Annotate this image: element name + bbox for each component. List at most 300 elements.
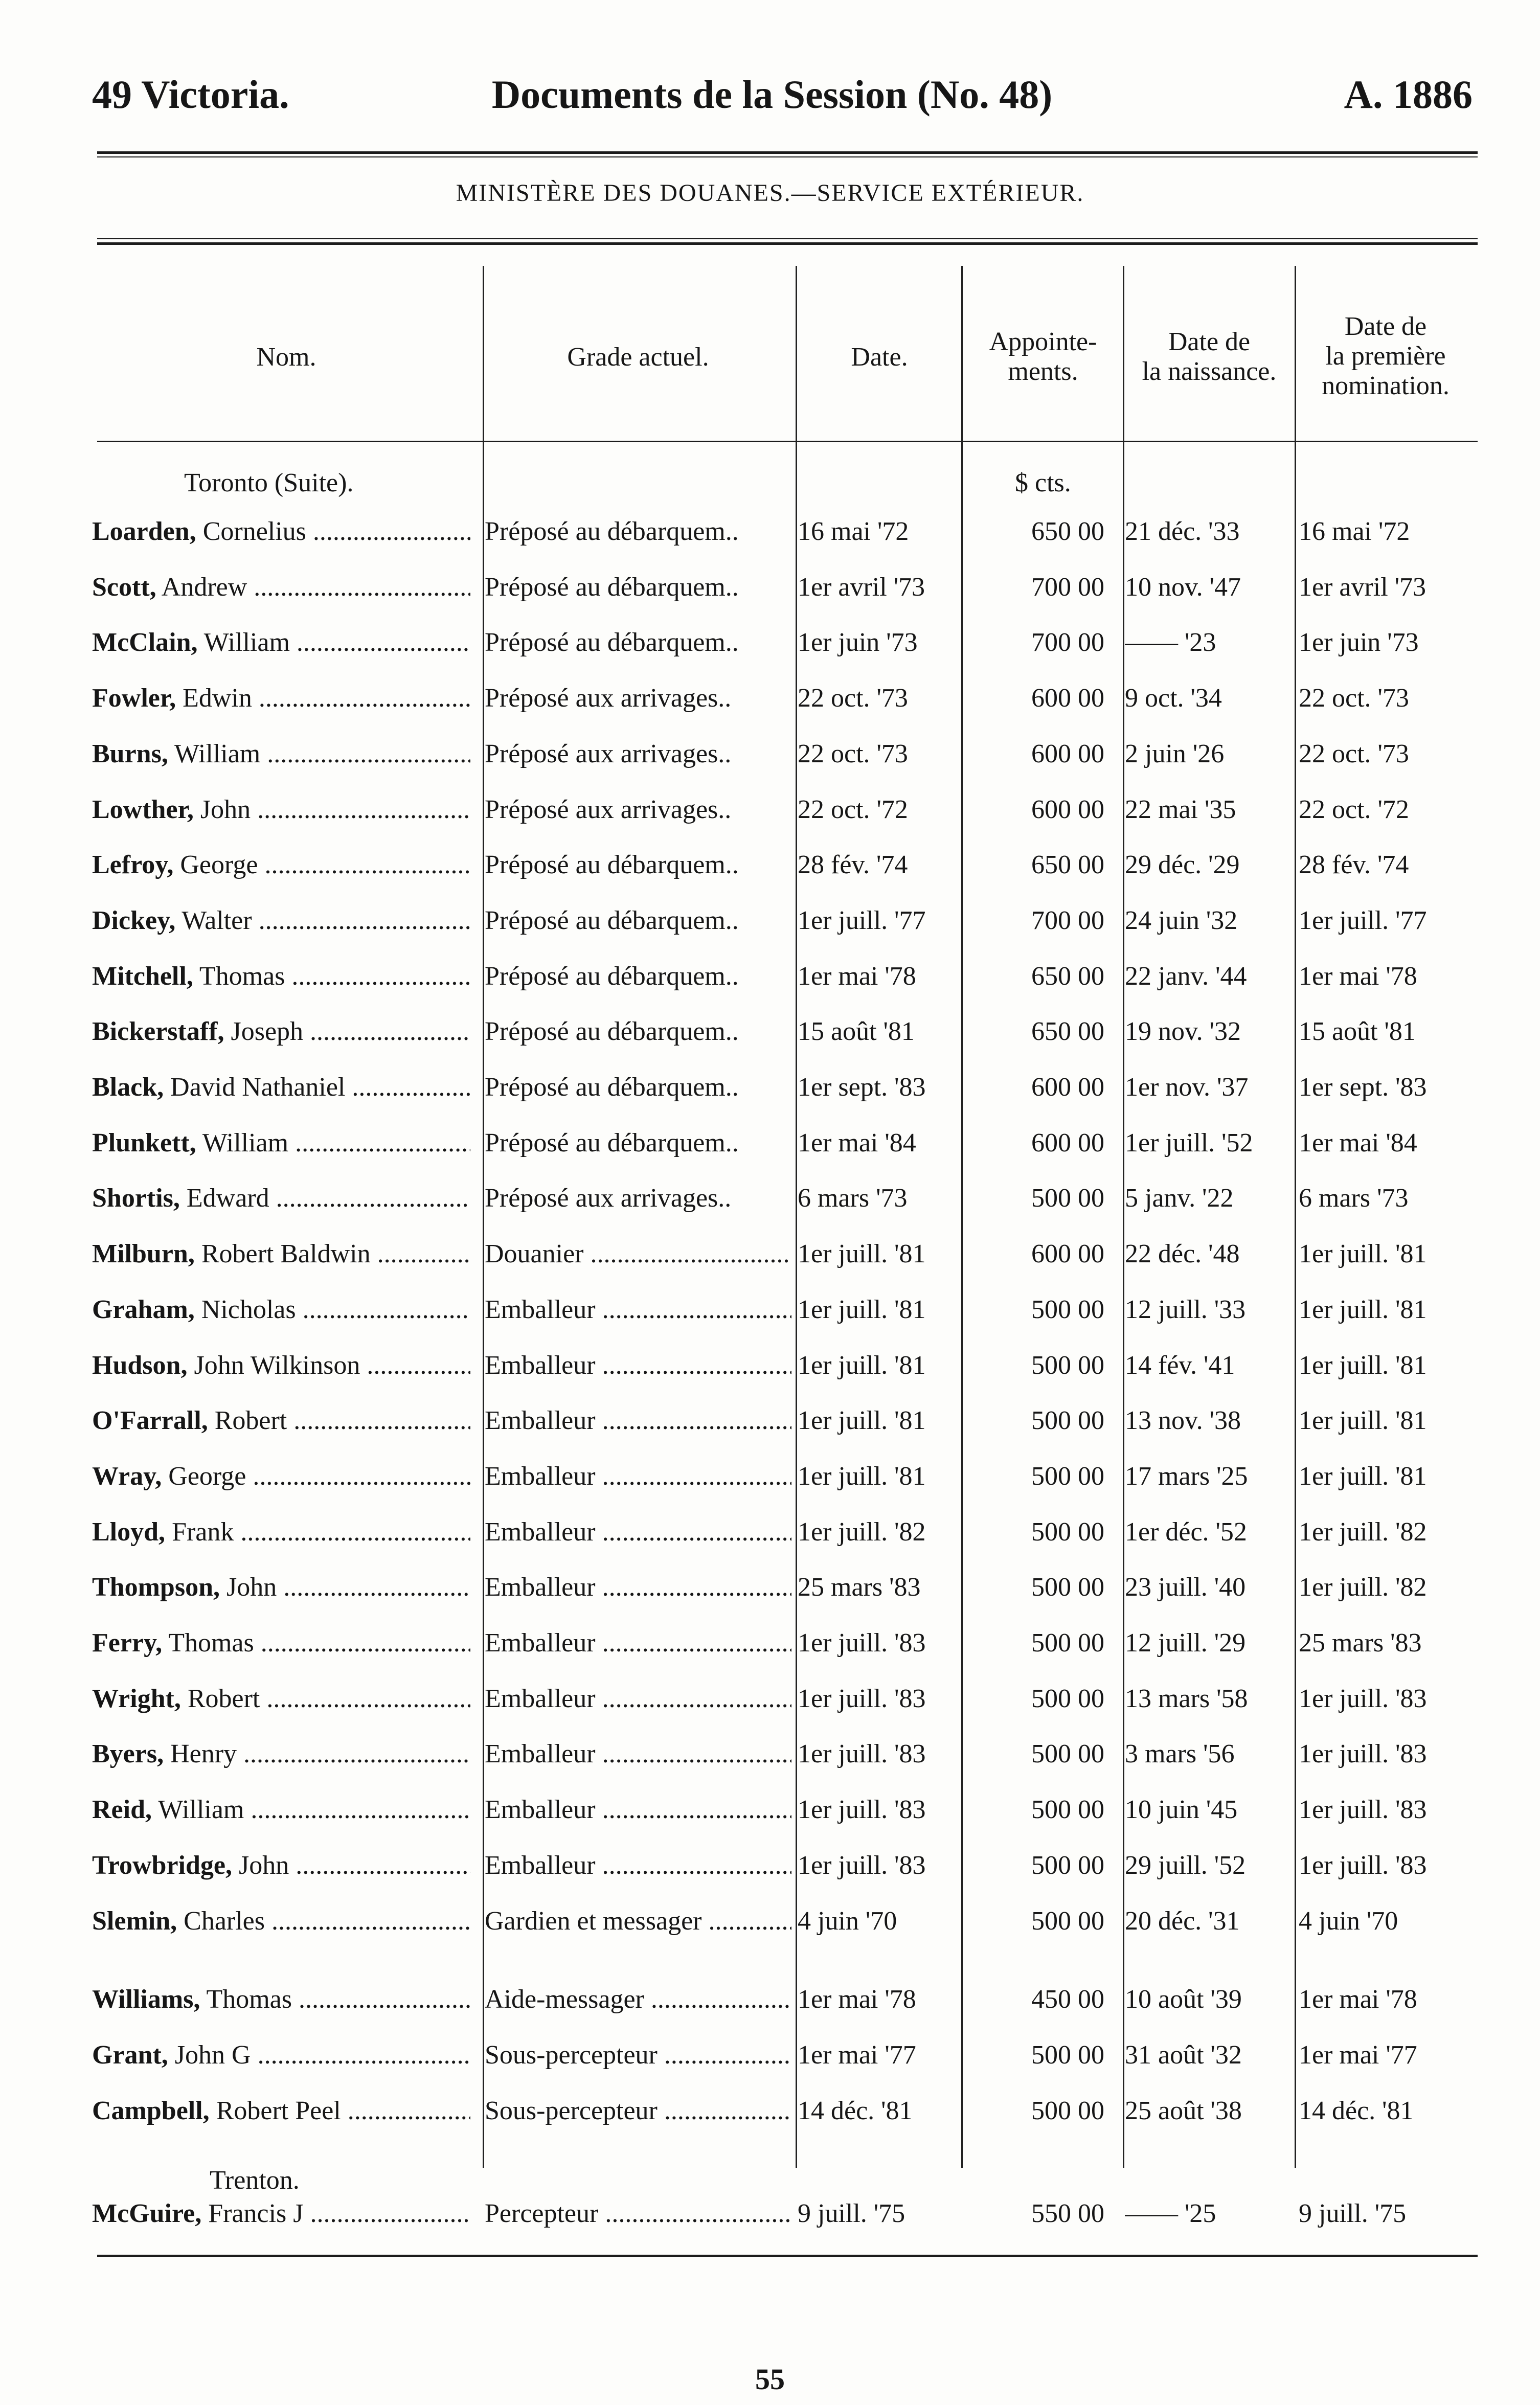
cell-name — [92, 795, 470, 825]
cell-grade: Préposé au débarquem.. — [485, 1073, 739, 1102]
table-row — [0, 1628, 1540, 1679]
cell-surname: Hudson, — [92, 1351, 188, 1380]
cell-surname: O'Farrall, — [92, 1406, 208, 1435]
cell-name — [92, 1739, 470, 1769]
cell-first-nomination: 22 oct. '72 — [1299, 795, 1409, 824]
cell-first-nomination: 1er juill. '81 — [1299, 1295, 1427, 1324]
cell-salary: 500 00 — [1031, 1851, 1104, 1880]
cell-given-name: Francis J — [208, 2199, 304, 2228]
cell-date: 1er juill. '83 — [798, 1795, 926, 1824]
cell-birth-date: 10 juin '45 — [1125, 1795, 1238, 1824]
column-header-bottom-rule — [97, 441, 1478, 442]
cell-grade: Préposé au débarquem.. — [485, 1128, 739, 1158]
col-header-first-nomination — [1294, 312, 1478, 401]
cell-first-nomination: 1er juill. '83 — [1299, 1795, 1427, 1824]
cell-surname: Lefroy, — [92, 850, 174, 879]
cell-grade: Gardien et messager ..... — [485, 1906, 791, 1936]
col-header-first-line2: la première — [1325, 342, 1446, 371]
col-header-grade-text: Grade actuel. — [567, 343, 709, 372]
cell-date: 1er juill. '83 — [798, 1628, 926, 1658]
cell-given-name: Robert Peel — [216, 2096, 341, 2125]
cell-surname: Fowler, — [92, 684, 176, 713]
table-row — [0, 1572, 1540, 1623]
col-header-birth-line2: la naissance. — [1142, 357, 1277, 386]
cell-salary: 600 00 — [1031, 1128, 1104, 1158]
cell-date: 1er juill. '83 — [798, 1739, 926, 1768]
cell-date: 1er juill. '83 — [798, 1851, 926, 1880]
cell-first-nomination: 4 juin '70 — [1299, 1907, 1398, 1936]
cell-grade: Percepteur ..... — [485, 2198, 791, 2229]
cell-given-name: Thomas — [168, 1628, 254, 1658]
cell-birth-date: 12 juill. '29 — [1125, 1628, 1246, 1658]
cell-salary: 500 00 — [1031, 1517, 1104, 1547]
running-head-center: Documents de la Session (No. 48) — [491, 72, 1053, 117]
cell-surname: Ferry, — [92, 1628, 163, 1658]
running-head — [72, 72, 1473, 123]
col-header-name — [92, 343, 481, 372]
bottom-rule — [97, 2255, 1478, 2257]
col-header-birth-line1: Date de — [1168, 327, 1251, 356]
cell-surname: McGuire, — [92, 2199, 202, 2228]
cell-salary: 600 00 — [1031, 1073, 1104, 1102]
cell-salary: 500 00 — [1031, 1684, 1104, 1713]
table-row — [0, 850, 1540, 901]
cell-name — [92, 905, 470, 936]
table-row — [0, 1461, 1540, 1512]
cell-date: 1er juill. '81 — [798, 1295, 926, 1324]
cell-first-nomination: 1er avril '73 — [1299, 573, 1426, 602]
cell-first-nomination: 25 mars '83 — [1299, 1628, 1422, 1658]
ministry-title: MINISTÈRE DES DOUANES.—SERVICE EXTÉRIEUR. — [456, 179, 1084, 207]
cell-given-name: Walter — [182, 906, 252, 935]
cell-date: 1er juill. '77 — [798, 906, 926, 935]
cell-date: 1er mai '78 — [798, 1985, 916, 2014]
cell-surname: Mitchell, — [92, 962, 193, 991]
cell-salary: 500 00 — [1031, 2040, 1104, 2070]
table-row-trenton — [0, 2198, 1540, 2250]
cell-given-name: Nicholas — [201, 1295, 296, 1324]
cell-birth-date: 1er nov. '37 — [1125, 1073, 1249, 1102]
table-row — [0, 1072, 1540, 1123]
cell-first-nomination: 14 déc. '81 — [1299, 2096, 1414, 2125]
cell-grade: Douanier ..... — [485, 1239, 791, 1269]
cell-first-nomination: 22 oct. '73 — [1299, 684, 1409, 713]
top-double-rule-1 — [97, 151, 1478, 154]
table-row — [0, 1517, 1540, 1568]
cell-birth-date: —— '23 — [1125, 628, 1216, 657]
cell-birth-date: 21 déc. '33 — [1125, 517, 1240, 546]
cell-grade: Préposé au débarquem.. — [485, 573, 739, 602]
top-double-rule-2 — [97, 156, 1478, 157]
cell-name — [92, 1350, 470, 1380]
cell-surname: Wray, — [92, 1462, 162, 1491]
cell-given-name: Edwin — [183, 684, 252, 713]
cell-salary: 650 00 — [1031, 1017, 1104, 1046]
cell-salary: 700 00 — [1031, 628, 1104, 657]
cell-birth-date: 19 nov. '32 — [1125, 1017, 1241, 1046]
cell-name — [92, 1906, 470, 1936]
cell-surname: Thompson, — [92, 1573, 220, 1602]
table-row — [0, 1684, 1540, 1735]
cell-given-name: John — [227, 1573, 277, 1602]
cell-surname: Grant, — [92, 2040, 168, 2070]
cell-first-nomination: 1er juill. '82 — [1299, 1517, 1427, 1547]
cell-given-name: Cornelius — [202, 517, 306, 546]
cell-grade: Préposé aux arrivages.. — [485, 795, 732, 824]
cell-first-nomination: 1er mai '84 — [1299, 1128, 1417, 1158]
cell-name — [92, 1016, 470, 1047]
col-header-first-line3: nomination. — [1322, 371, 1450, 400]
cell-first-nomination: 1er juill. '81 — [1299, 1351, 1427, 1380]
cell-date: 1er juill. '83 — [798, 1684, 926, 1713]
cell-salary: 500 00 — [1031, 1184, 1104, 1213]
cell-name — [92, 627, 470, 657]
cell-salary: 650 00 — [1031, 962, 1104, 991]
cell-grade: Sous-percepteur ..... — [485, 2040, 791, 2070]
cell-grade: Emballeur ..... — [485, 1461, 791, 1491]
cell-first-nomination: 1er mai '77 — [1299, 2040, 1417, 2070]
cell-salary: 500 00 — [1031, 1907, 1104, 1936]
cell-name — [92, 1405, 470, 1436]
table-row — [0, 1405, 1540, 1457]
cell-salary: 600 00 — [1031, 1239, 1104, 1268]
cell-grade: Emballeur ..... — [485, 1850, 791, 1880]
cell-surname: Lloyd, — [92, 1517, 166, 1547]
cell-salary: 500 00 — [1031, 1739, 1104, 1768]
cell-name — [92, 1684, 470, 1714]
cell-first-nomination: 1er mai '78 — [1299, 1985, 1417, 2014]
cell-given-name: William — [174, 739, 261, 768]
cell-date: 1er mai '78 — [798, 962, 916, 991]
table-row — [0, 905, 1540, 957]
cell-grade: Préposé au débarquem.. — [485, 906, 739, 935]
cell-birth-date: —— '25 — [1125, 2199, 1216, 2228]
cell-surname: Lowther, — [92, 795, 194, 824]
cell-birth-date: 24 juin '32 — [1125, 906, 1238, 935]
table-row — [0, 1016, 1540, 1068]
cell-name — [92, 1183, 470, 1213]
col-header-birth — [1125, 327, 1294, 387]
cell-grade: Préposé au débarquem.. — [485, 962, 739, 991]
cell-grade: Préposé aux arrivages.. — [485, 684, 732, 713]
cell-surname: Trowbridge, — [92, 1851, 232, 1880]
cell-first-nomination: 1er juill. '83 — [1299, 1739, 1427, 1768]
cell-salary: 650 00 — [1031, 850, 1104, 879]
table-row — [0, 1183, 1540, 1234]
cell-first-nomination: 1er juill. '77 — [1299, 906, 1427, 935]
cell-birth-date: 2 juin '26 — [1125, 739, 1225, 768]
section-heading-toronto: Toronto (Suite). — [184, 468, 354, 497]
cell-surname: Dickey, — [92, 906, 176, 935]
running-head-left: 49 Victoria. — [92, 72, 289, 117]
cell-date: 1er mai '84 — [798, 1128, 916, 1158]
cell-surname: Reid, — [92, 1795, 152, 1824]
cell-date: 4 juin '70 — [798, 1907, 897, 1936]
cell-given-name: Thomas — [206, 1985, 292, 2014]
cell-name — [92, 1072, 470, 1102]
cell-name — [92, 572, 470, 602]
cell-date: 6 mars '73 — [798, 1184, 908, 1213]
cell-first-nomination: 1er juill. '81 — [1299, 1462, 1427, 1491]
cell-given-name: Henry — [170, 1739, 237, 1768]
cell-salary: 500 00 — [1031, 1628, 1104, 1658]
cell-first-nomination: 1er juill. '83 — [1299, 1684, 1427, 1713]
cell-name — [92, 1984, 470, 2014]
cell-name — [92, 1461, 470, 1491]
cell-first-nomination: 1er juill. '81 — [1299, 1239, 1427, 1268]
cell-birth-date: 29 juill. '52 — [1125, 1851, 1246, 1880]
cell-birth-date: 1er déc. '52 — [1125, 1517, 1247, 1547]
cell-birth-date: 17 mars '25 — [1125, 1462, 1248, 1491]
cell-salary: 700 00 — [1031, 906, 1104, 935]
cell-name — [92, 1795, 470, 1825]
cell-date: 22 oct. '73 — [798, 684, 908, 713]
col-header-salary-line1: Appointe- — [989, 327, 1097, 356]
col-header-salary-line2: ments. — [1008, 357, 1078, 386]
cell-birth-date: 25 août '38 — [1125, 2096, 1242, 2125]
cell-salary: 500 00 — [1031, 1351, 1104, 1380]
cell-given-name: William — [158, 1795, 244, 1824]
cell-surname: Scott, — [92, 573, 156, 602]
cell-first-nomination: 15 août '81 — [1299, 1017, 1416, 1046]
table-row — [0, 739, 1540, 790]
cell-given-name: Charles — [184, 1907, 265, 1936]
cell-birth-date: 13 nov. '38 — [1125, 1406, 1241, 1435]
cell-first-nomination: 9 juill. '75 — [1299, 2199, 1407, 2228]
cell-name — [92, 961, 470, 991]
cell-grade: Préposé au débarquem.. — [485, 850, 739, 879]
cell-date: 1er avril '73 — [798, 573, 925, 602]
cell-grade: Emballeur ..... — [485, 1572, 791, 1602]
table-row — [0, 1850, 1540, 1901]
cell-name — [92, 850, 470, 880]
cell-given-name: George — [180, 850, 258, 879]
cell-name — [92, 516, 470, 547]
cell-grade: Emballeur ..... — [485, 1739, 791, 1769]
cell-date: 1er juill. '81 — [798, 1351, 926, 1380]
col-header-first-line1: Date de — [1344, 312, 1427, 341]
cell-name — [92, 1517, 470, 1547]
cell-date: 14 déc. '81 — [798, 2096, 913, 2125]
cell-grade: Emballeur ..... — [485, 1350, 791, 1380]
cell-grade: Préposé au débarquem.. — [485, 517, 739, 546]
cell-given-name: David Nathaniel — [170, 1073, 346, 1102]
cell-given-name: John — [238, 1851, 289, 1880]
page-number: 55 — [755, 2363, 785, 2396]
cell-given-name: John G — [174, 2040, 251, 2070]
cell-first-nomination: 1er sept. '83 — [1299, 1073, 1427, 1102]
cell-surname: Wright, — [92, 1684, 181, 1713]
cell-salary: 550 00 — [1031, 2199, 1104, 2228]
cell-birth-date: 23 juill. '40 — [1125, 1573, 1246, 1602]
cell-grade: Préposé au débarquem.. — [485, 1017, 739, 1046]
cell-birth-date: 22 déc. '48 — [1125, 1239, 1240, 1268]
cell-date: 1er juill. '81 — [798, 1462, 926, 1491]
cell-name — [92, 2040, 470, 2070]
cell-grade: Sous-percepteur ..... — [485, 2096, 791, 2126]
table-row — [0, 1795, 1540, 1846]
section-heading-trenton: Trenton. — [210, 2166, 300, 2195]
cell-birth-date: 10 août '39 — [1125, 1985, 1242, 2014]
cell-surname: Milburn, — [92, 1239, 195, 1268]
cell-first-nomination: 6 mars '73 — [1299, 1184, 1409, 1213]
cell-name — [92, 683, 470, 713]
cell-surname: Loarden, — [92, 517, 196, 546]
cell-surname: Byers, — [92, 1739, 164, 1768]
cell-surname: Shortis, — [92, 1184, 180, 1213]
cell-date: 16 mai '72 — [798, 517, 909, 546]
cell-given-name: Robert — [187, 1684, 260, 1713]
cell-surname: Graham, — [92, 1295, 195, 1324]
cell-surname: Black, — [92, 1073, 164, 1102]
cell-birth-date: 9 oct. '34 — [1125, 684, 1222, 713]
cell-given-name: John — [200, 795, 251, 824]
col-header-grade — [485, 343, 791, 372]
cell-given-name: Thomas — [199, 962, 285, 991]
cell-birth-date: 3 mars '56 — [1125, 1739, 1235, 1768]
table-row — [0, 683, 1540, 734]
cell-given-name: Edward — [186, 1184, 269, 1213]
table-row — [0, 1739, 1540, 1790]
cell-grade: Emballeur ..... — [485, 1795, 791, 1825]
cell-salary: 500 00 — [1031, 1406, 1104, 1435]
cell-date: 28 fév. '74 — [798, 850, 908, 879]
cell-birth-date: 1er juill. '52 — [1125, 1128, 1253, 1158]
cell-surname: Campbell, — [92, 2096, 210, 2125]
cell-surname: McClain, — [92, 628, 198, 657]
cell-surname: Williams, — [92, 1985, 200, 2014]
cell-surname: Slemin, — [92, 1907, 177, 1936]
cell-birth-date: 5 janv. '22 — [1125, 1184, 1234, 1213]
cell-salary: 600 00 — [1031, 795, 1104, 824]
col-header-date — [798, 343, 961, 372]
cell-date: 1er sept. '83 — [798, 1073, 926, 1102]
table-row — [0, 516, 1540, 568]
table-row — [0, 1128, 1540, 1179]
cell-date: 15 août '81 — [798, 1017, 915, 1046]
cell-name — [92, 1295, 470, 1325]
cell-grade: Emballeur ..... — [485, 1405, 791, 1436]
cell-birth-date: 22 janv. '44 — [1125, 962, 1247, 991]
cell-salary: 500 00 — [1031, 2096, 1104, 2125]
cell-given-name: George — [168, 1462, 246, 1491]
col-header-date-text: Date. — [851, 343, 908, 372]
col-header-salary — [966, 327, 1120, 387]
cell-name — [92, 739, 470, 769]
cell-salary: 500 00 — [1031, 1795, 1104, 1824]
col-header-name-text: Nom. — [256, 343, 316, 372]
cell-salary: 600 00 — [1031, 684, 1104, 713]
cell-given-name: Robert — [214, 1406, 287, 1435]
cell-name — [92, 1572, 470, 1602]
table-row — [0, 2040, 1540, 2091]
cell-grade: Emballeur ..... — [485, 1295, 791, 1325]
cell-birth-date: 10 nov. '47 — [1125, 573, 1241, 602]
cell-date: 1er juill. '82 — [798, 1517, 926, 1547]
cell-surname: Plunkett, — [92, 1128, 196, 1158]
cell-given-name: William — [202, 1128, 289, 1158]
cell-surname: Burns, — [92, 739, 168, 768]
cell-name — [92, 1239, 470, 1269]
cell-first-nomination: 1er mai '78 — [1299, 962, 1417, 991]
cell-birth-date: 13 mars '58 — [1125, 1684, 1248, 1713]
cell-date: 1er juill. '81 — [798, 1239, 926, 1268]
cell-first-nomination: 1er juill. '82 — [1299, 1573, 1427, 1602]
cell-birth-date: 20 déc. '31 — [1125, 1907, 1240, 1936]
cell-date: 9 juill. '75 — [798, 2199, 905, 2228]
cell-date: 22 oct. '73 — [798, 739, 908, 768]
cell-date: 1er juill. '81 — [798, 1406, 926, 1435]
cell-grade: Emballeur ..... — [485, 1628, 791, 1658]
table-row — [0, 1906, 1540, 1957]
table-row — [0, 961, 1540, 1012]
cell-given-name: Joseph — [231, 1017, 304, 1046]
cell-given-name: William — [203, 628, 290, 657]
cell-grade: Préposé aux arrivages.. — [485, 1184, 732, 1213]
cell-birth-date: 31 août '32 — [1125, 2040, 1242, 2070]
table-row — [0, 1984, 1540, 2035]
cell-grade: Emballeur ..... — [485, 1684, 791, 1714]
running-head-right: A. 1886 — [1344, 72, 1473, 117]
cell-salary: 700 00 — [1031, 573, 1104, 602]
cell-grade: Emballeur ..... — [485, 1517, 791, 1547]
table-row — [0, 795, 1540, 846]
cell-name — [92, 2198, 470, 2229]
cell-birth-date: 12 juill. '33 — [1125, 1295, 1246, 1324]
cell-given-name: Robert Baldwin — [201, 1239, 371, 1268]
cell-first-nomination: 22 oct. '73 — [1299, 739, 1409, 768]
cell-date: 1er mai '77 — [798, 2040, 916, 2070]
cell-salary: 650 00 — [1031, 517, 1104, 546]
cell-birth-date: 22 mai '35 — [1125, 795, 1236, 824]
cell-surname: Bickerstaff, — [92, 1017, 224, 1046]
cell-first-nomination: 1er juill. '83 — [1299, 1851, 1427, 1880]
table-row — [0, 627, 1540, 678]
cell-given-name: Andrew — [161, 573, 247, 602]
cell-first-nomination: 28 fév. '74 — [1299, 850, 1409, 879]
cell-salary: 450 00 — [1031, 1985, 1104, 2014]
table-row — [0, 1350, 1540, 1401]
cell-date: 25 mars '83 — [798, 1573, 921, 1602]
table-row — [0, 1295, 1540, 1346]
cell-name — [92, 1628, 470, 1658]
cell-given-name: John Wilkinson — [194, 1351, 360, 1380]
cell-date: 1er juin '73 — [798, 628, 918, 657]
cell-name — [92, 1128, 470, 1158]
header-rule-1 — [97, 238, 1478, 239]
cell-first-nomination: 16 mai '72 — [1299, 517, 1410, 546]
cell-date: 22 oct. '72 — [798, 795, 908, 824]
cell-grade: Préposé aux arrivages.. — [485, 739, 732, 768]
cell-given-name: Frank — [172, 1517, 234, 1547]
cell-name — [92, 1850, 470, 1880]
cell-salary: 500 00 — [1031, 1462, 1104, 1491]
cell-first-nomination: 1er juin '73 — [1299, 628, 1419, 657]
table-row — [0, 1239, 1540, 1290]
table-row — [0, 572, 1540, 623]
cell-salary: 500 00 — [1031, 1573, 1104, 1602]
currency-units: $ cts. — [1015, 468, 1071, 497]
cell-name — [92, 2096, 470, 2126]
cell-grade: Préposé au débarquem.. — [485, 628, 739, 657]
cell-grade: Aide-messager ..... — [485, 1984, 791, 2014]
header-rule-2 — [97, 242, 1478, 245]
table-row — [0, 2096, 1540, 2147]
cell-salary: 600 00 — [1031, 739, 1104, 768]
cell-birth-date: 29 déc. '29 — [1125, 850, 1240, 879]
cell-birth-date: 14 fév. '41 — [1125, 1351, 1235, 1380]
cell-first-nomination: 1er juill. '81 — [1299, 1406, 1427, 1435]
